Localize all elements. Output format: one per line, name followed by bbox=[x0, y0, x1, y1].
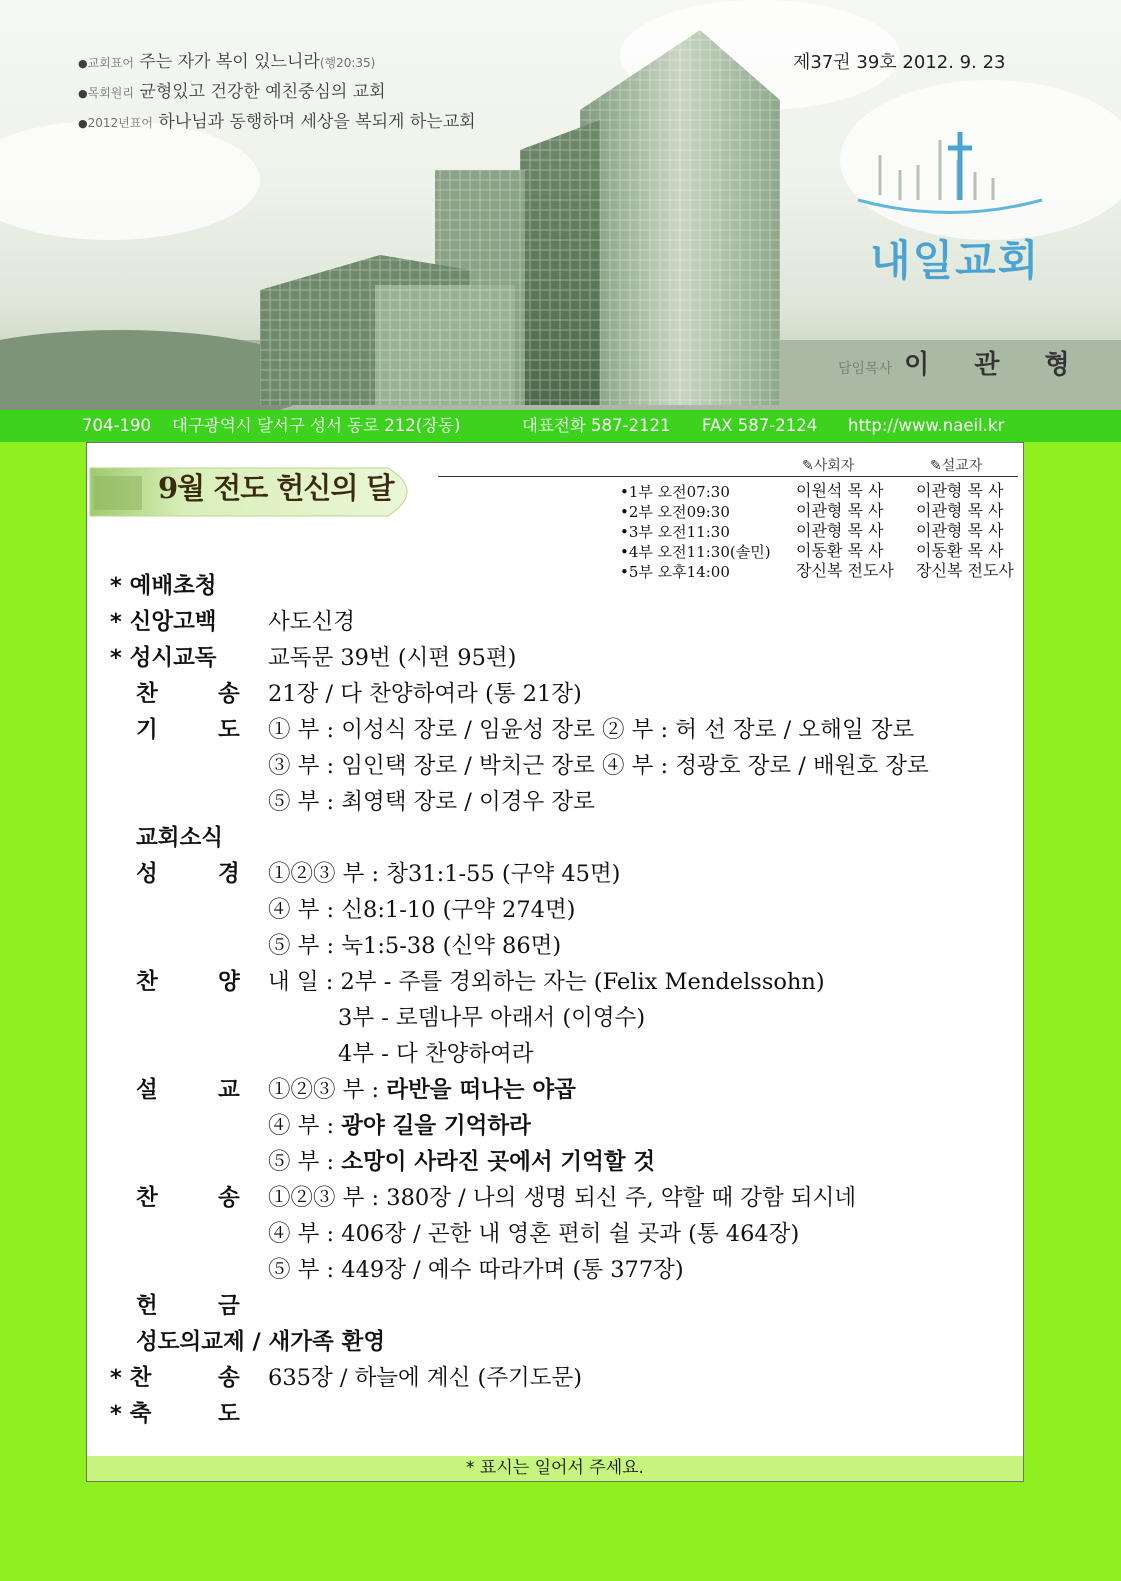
standing-note: * 표시는 일어서 주세요. bbox=[87, 1456, 1023, 1481]
benediction-label: 도 bbox=[218, 1401, 240, 1427]
service-time: •1부 오전07:30 bbox=[620, 483, 730, 501]
fax: FAX 587-2124 bbox=[702, 416, 818, 435]
prayer-label: 기 bbox=[136, 717, 158, 743]
service-preacher: 장신복 전도사 bbox=[916, 561, 1014, 580]
prayer-line: ① 부 : 이성식 장로 / 임윤성 장로 ② 부 : 허 선 장로 / 오해일 장로 bbox=[268, 717, 915, 743]
service-leader: 장신복 전도사 bbox=[796, 561, 894, 580]
closing-hymn-label: 송 bbox=[218, 1365, 240, 1391]
offering-label: 금 bbox=[218, 1293, 240, 1319]
fellowship-label: 성도의교제 / 새가족 환영 bbox=[136, 1329, 386, 1355]
website-link[interactable]: http://www.naeil.kr bbox=[848, 416, 1005, 435]
news-label: 교회소식 bbox=[136, 825, 223, 851]
service-time: •2부 오전09:30 bbox=[620, 503, 730, 521]
scripture-label: 성 bbox=[136, 861, 158, 887]
leader-column-header: ✎사회자 bbox=[802, 458, 855, 474]
service-time: •4부 오전11:30(솔민) bbox=[620, 543, 771, 561]
senior-pastor bbox=[838, 344, 1088, 381]
anthem-line: 4부 - 다 찬양하여라 bbox=[338, 1041, 534, 1067]
benediction-label: * 축 bbox=[110, 1401, 152, 1427]
service-leader: 이동환 목 사 bbox=[796, 541, 884, 560]
hymn-line: ④ 부 : 406장 / 곤한 내 영혼 편히 쉴 곳과 (통 464장) bbox=[268, 1221, 800, 1247]
hymn-line: ①②③ 부 : 380장 / 나의 생명 되신 주, 약할 때 강함 되시네 bbox=[268, 1185, 857, 1211]
pastor-label: 담임목사 bbox=[838, 361, 893, 377]
motto-list bbox=[78, 48, 476, 138]
phone: 대표전화 587-2121 bbox=[522, 416, 671, 435]
anthem-line: 3부 - 로뎀나무 아래서 (이영수) bbox=[338, 1005, 646, 1031]
sermon-label: 교 bbox=[218, 1077, 240, 1103]
service-preacher: 이관형 목 사 bbox=[916, 481, 1004, 500]
service-leader: 이관형 목 사 bbox=[796, 501, 884, 520]
pastor-name: 이 관 형 bbox=[904, 350, 1088, 380]
anthem-label: 양 bbox=[218, 969, 240, 995]
issue-number: 제37권 39호 2012. 9. 23 bbox=[793, 52, 1006, 73]
anthem-line: 내 일 : 2부 - 주를 경외하는 자는 (Felix Mendelssohn) bbox=[268, 969, 825, 995]
divider bbox=[438, 476, 1018, 477]
reading-label: * 성시교독 bbox=[110, 645, 217, 671]
service-leader: 이원석 목 사 bbox=[796, 481, 884, 500]
service-leader: 이관형 목 사 bbox=[796, 521, 884, 540]
month-title: 9월 전도 헌신의 달 bbox=[158, 471, 394, 505]
sermon-line: ⑤ 부 : 소망이 사라진 곳에서 기억할 것 bbox=[268, 1149, 656, 1175]
scripture-line: ⑤ 부 : 눅1:5-38 (신약 86면) bbox=[268, 933, 562, 959]
sermon-line: ④ 부 : 광야 길을 기억하라 bbox=[268, 1113, 531, 1139]
invocation-label: * 예배초청 bbox=[110, 573, 217, 599]
sermon-title: 라반을 떠나는 야곱 bbox=[386, 1077, 576, 1103]
service-preacher: 이관형 목 사 bbox=[916, 521, 1004, 540]
closing-hymn-text: 635장 / 하늘에 계신 (주기도문) bbox=[268, 1365, 583, 1391]
scripture-label: 경 bbox=[218, 861, 240, 887]
hymn-line: ⑤ 부 : 449장 / 예수 따라가며 (통 377장) bbox=[268, 1257, 684, 1283]
prayer-line: ⑤ 부 : 최영택 장로 / 이경우 장로 bbox=[268, 789, 595, 815]
scripture-line: ①②③ 부 : 창31:1-55 (구약 45면) bbox=[268, 861, 621, 887]
motto-item: ●교회표어 주는 자가 복이 있느니라(행20:35) bbox=[78, 52, 376, 72]
preacher-column-header: ✎설교자 bbox=[930, 458, 983, 474]
scripture-line: ④ 부 : 신8:1-10 (구약 274면) bbox=[268, 897, 576, 923]
motto-item: ●2012년표어 하나님과 동행하며 세상을 복되게 하는교회 bbox=[78, 112, 476, 132]
motto-item: ●목회원리 균형있고 건강한 예친중심의 교회 bbox=[78, 82, 386, 102]
hymn-label: 송 bbox=[218, 681, 240, 707]
hymn-label: 찬 bbox=[136, 1185, 158, 1211]
address: 대구광역시 달서구 성서 동로 212(장동) bbox=[172, 416, 461, 435]
anthem-label: 찬 bbox=[136, 969, 158, 995]
reading-text: 교독문 39번 (시편 95편) bbox=[268, 645, 517, 671]
header-banner bbox=[0, 0, 1121, 410]
hymn-text: 21장 / 다 찬양하여라 (통 21장) bbox=[268, 681, 582, 707]
sermon-title: 소망이 사라진 곳에서 기억할 것 bbox=[341, 1149, 656, 1175]
sermon-title: 광야 길을 기억하라 bbox=[341, 1113, 531, 1139]
service-preacher: 이관형 목 사 bbox=[916, 501, 1004, 520]
prayer-line: ③ 부 : 임인택 장로 / 박치근 장로 ④ 부 : 정광호 장로 / 배원호 장로 bbox=[268, 753, 929, 779]
hymn-label: 찬 bbox=[136, 681, 158, 707]
postal-code: 704-190 bbox=[82, 416, 151, 435]
prayer-label: 도 bbox=[218, 717, 240, 743]
creed-label: * 신앙고백 bbox=[110, 609, 217, 635]
address-bar bbox=[0, 410, 1121, 442]
closing-hymn-label: * 찬 bbox=[110, 1365, 152, 1391]
hymn-label: 송 bbox=[218, 1185, 240, 1211]
creed-text: 사도신경 bbox=[268, 609, 355, 635]
church-logo: 내일교회 bbox=[870, 236, 1041, 285]
offering-label: 헌 bbox=[136, 1293, 158, 1319]
sermon-label: 설 bbox=[136, 1077, 158, 1103]
service-preacher: 이동환 목 사 bbox=[916, 541, 1004, 560]
service-time: •3부 오전11:30 bbox=[620, 523, 730, 541]
service-time: •5부 오후14:00 bbox=[620, 563, 730, 581]
sermon-line: ①②③ 부 : 라반을 떠나는 야곱 bbox=[268, 1077, 576, 1103]
